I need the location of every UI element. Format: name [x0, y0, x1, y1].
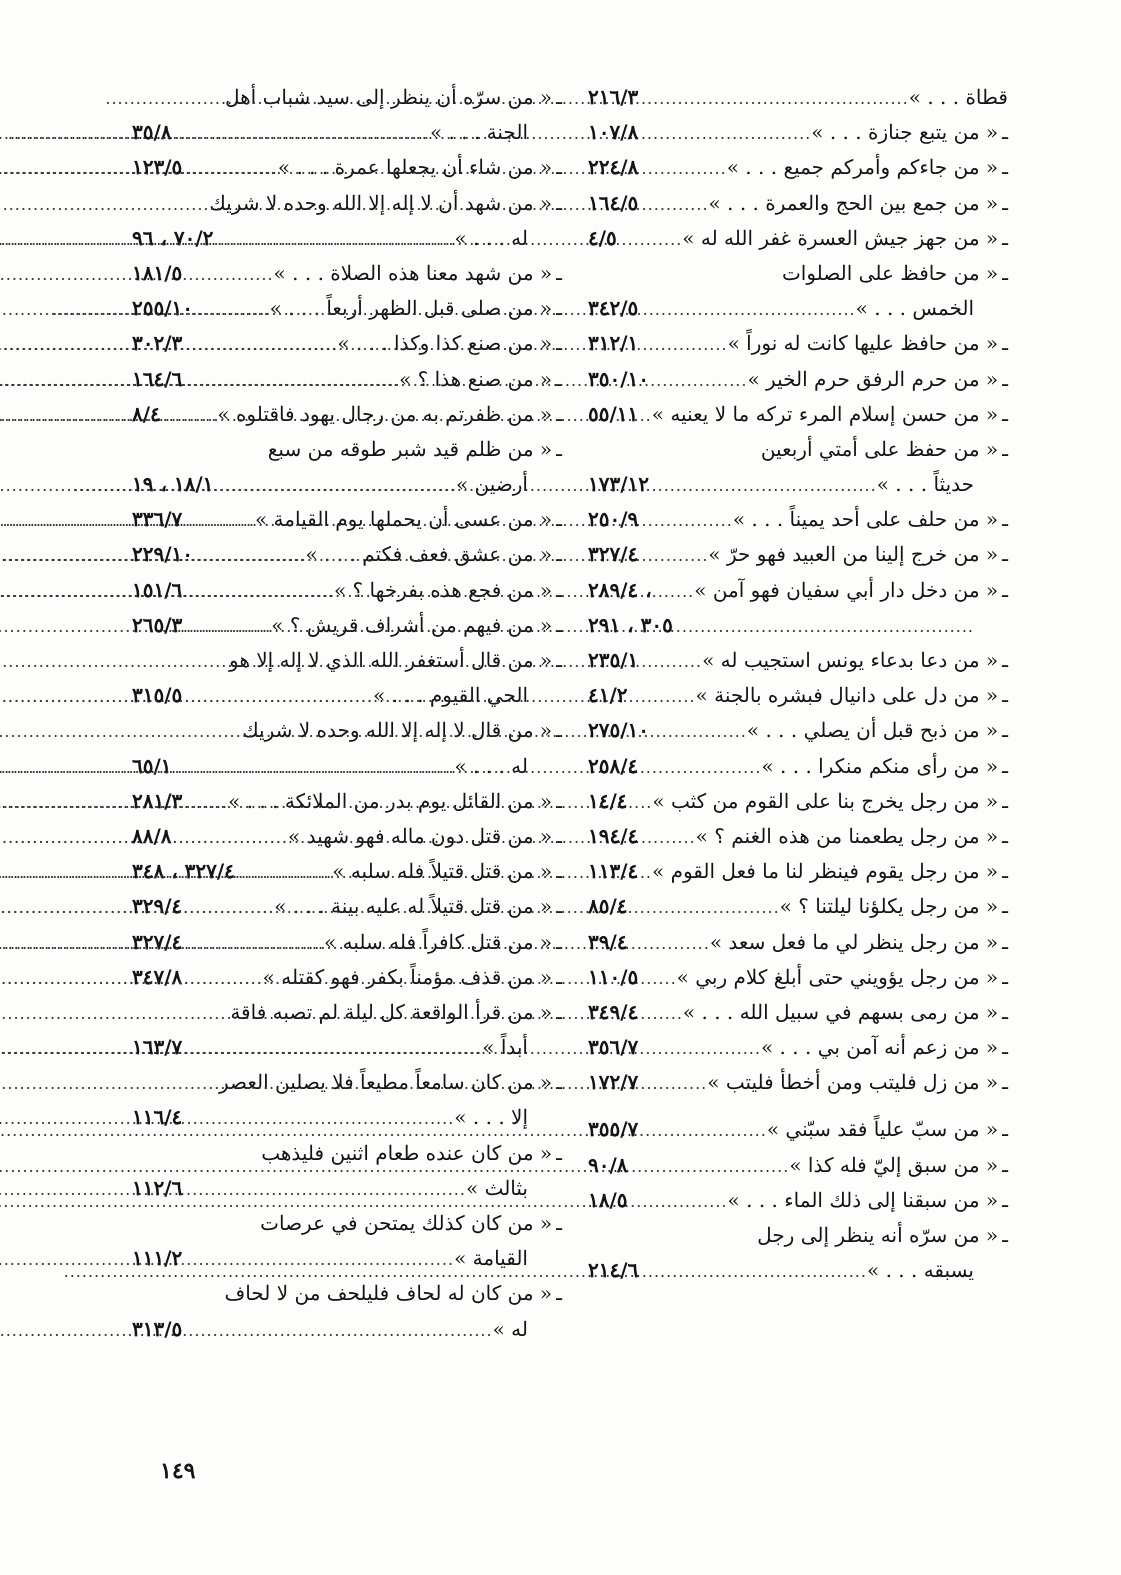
- entry-text: له »: [492, 1316, 528, 1341]
- dot-leader: [186, 257, 273, 292]
- entry-dash: ـ: [556, 999, 562, 1024]
- entry-reference: ٢٨١/٣: [132, 788, 183, 813]
- entry-reference: ١٠٧/٨: [588, 120, 639, 145]
- entry-text: « من رجل يقوم فينظر لنا ما فعل القوم »: [652, 859, 999, 884]
- entry-dash: ـ: [1002, 120, 1008, 145]
- entry-dash: ـ: [1002, 577, 1008, 602]
- entry-text: « من شهد أن لا إله إلا الله وحده لا شريك: [209, 190, 553, 215]
- entry-dash: ـ: [556, 366, 562, 391]
- entry-line: [132, 1206, 562, 1241]
- entry-reference: ٢٥٥/١٠: [132, 296, 194, 321]
- dot-leader: [642, 961, 676, 996]
- entry-dash: ـ: [1002, 225, 1008, 250]
- entry-text: « من كان عنده طعام اثنين فليذهب: [261, 1140, 553, 1165]
- entry-reference: ١٦٤/٥: [588, 190, 639, 215]
- dot-leader: [642, 503, 733, 538]
- entry-text: « من دعا بدعاء يونس استجيب له »: [702, 648, 999, 672]
- entry-line: [588, 573, 1008, 608]
- entry-text: « من خرج إلينا من العبيد فهو حرّ »: [708, 542, 999, 567]
- index-entry: [588, 256, 1008, 326]
- entry-text: له . . . »: [454, 225, 528, 250]
- entry-text: « من كان سامعاً مطيعاً فلا يصلين العصر: [218, 1070, 553, 1095]
- entry-dash: ـ: [556, 823, 562, 848]
- dot-leader: [642, 1254, 867, 1289]
- entry-dash: ـ: [556, 964, 562, 989]
- dot-leader: [632, 785, 653, 820]
- entry-line: [588, 362, 1008, 397]
- entry-text: « من سبّ علياً فقد سبّني »: [766, 1117, 999, 1142]
- entry-text: « من فجع هذه بفرخها ؟ »: [333, 577, 553, 602]
- index-entry: [588, 115, 1008, 150]
- dot-leader: [642, 327, 727, 362]
- index-entry: [588, 925, 1008, 960]
- entry-reference: ٢٥٨/٤: [588, 753, 639, 778]
- entry-text: إلا . . . »: [454, 1105, 528, 1130]
- entry-reference: ٣٢٩/٤: [132, 894, 183, 919]
- entry-text: « من قتل كافراً فله سلبه »: [324, 929, 553, 954]
- dot-leader: [632, 679, 696, 714]
- entry-reference: ٣٥٠/١٠: [588, 366, 650, 391]
- entry-text: « من فيهم من أشراف قريش ؟ »: [271, 612, 553, 637]
- entry-dash: ـ: [556, 296, 562, 321]
- entry-text: « من زعم أنه آمن بي . . . »: [760, 1035, 999, 1060]
- entry-dash: ـ: [1002, 1187, 1008, 1212]
- index-entry: [588, 678, 1008, 713]
- entry-text: أبداً »: [482, 1035, 528, 1060]
- entry-reference: ٣١٣/٥: [132, 1316, 183, 1341]
- index-entry: [588, 537, 1008, 572]
- entry-reference: ٣٥/٨: [132, 120, 172, 145]
- entry-reference: ١٤/٤: [588, 788, 628, 813]
- entry-text: « من عسى أن يحملها يوم القيامة »: [254, 507, 553, 532]
- entry-line: [588, 397, 1008, 432]
- entry-text: « من شاء أن يجعلها عمرة . . . »: [277, 155, 553, 180]
- entry-reference: ٢٣٥/١: [588, 648, 639, 672]
- entry-dash: ـ: [1002, 542, 1008, 567]
- dot-leader: [642, 398, 651, 433]
- entry-line: [132, 432, 562, 467]
- dot-leader: [642, 116, 811, 151]
- entry-reference: ٢٥٠/٩: [588, 507, 639, 532]
- entry-gap: [588, 1100, 1008, 1112]
- entry-reference: ٨/٤: [132, 401, 161, 426]
- dot-leader: [642, 1066, 707, 1101]
- entry-text: « من قال لا إله إلا الله وحده لا شريك: [242, 718, 553, 743]
- entry-line: [588, 256, 1008, 291]
- index-entry: [588, 784, 1008, 819]
- entry-reference: ١١٢/٦: [132, 1175, 183, 1200]
- entry-text: « من رجل يؤويني حتى أبلغ كلام ربي »: [676, 964, 999, 989]
- entry-line: [132, 256, 562, 291]
- dot-leader: [642, 538, 708, 573]
- dot-leader: [642, 81, 908, 116]
- entry-reference: ٢٨٩/٤ ،: [588, 577, 652, 602]
- entry-dash: ـ: [556, 894, 562, 919]
- entry-dash: ـ: [1002, 366, 1008, 391]
- entry-reference: ١٨١/٥: [132, 260, 183, 285]
- index-entry: [588, 749, 1008, 784]
- index-entry: [588, 1218, 1008, 1288]
- entry-text: « من يتبع جنازة . . . »: [811, 120, 999, 145]
- entry-dash: ـ: [556, 612, 562, 637]
- entry-text: « من قتل دون ماله فهو شهيد »: [287, 823, 553, 848]
- entry-line: [588, 678, 1008, 713]
- entry-text: « من قتل قتيلاً فله سلبه »: [332, 859, 553, 884]
- entry-text: « من دل على دانيال فبشره بالجنة »: [695, 683, 999, 708]
- entry-reference: ١٧٣/١٢: [588, 472, 650, 497]
- entry-dash: ـ: [1002, 718, 1008, 743]
- index-entry: [588, 80, 1008, 115]
- entry-dash: ـ: [556, 718, 562, 743]
- entry-dash: ـ: [556, 507, 562, 532]
- dot-leader: [677, 609, 974, 644]
- entry-text: « من رجل يكلؤنا ليلتنا ؟ »: [779, 894, 999, 919]
- entry-reference: ٣٤٧/٨: [132, 964, 183, 989]
- entry-line: [588, 1218, 1008, 1253]
- entry-text: « من قتل قتيلاً له عليه بينة . . . »: [274, 894, 553, 919]
- entry-text: « من جمع بين الحج والعمرة . . . »: [708, 190, 999, 215]
- entry-reference: ٢١٤/٦: [588, 1258, 639, 1283]
- entry-reference: ٨٨/٨: [132, 823, 172, 848]
- entry-reference: ٣١٥/٥: [132, 683, 183, 708]
- dot-leader: [653, 714, 747, 749]
- entry-text: « من القائل يوم بدر من الملائكة . . . »: [228, 788, 553, 813]
- index-entry: [588, 889, 1008, 924]
- dot-leader: [642, 644, 702, 679]
- entry-reference: ١٥١/٦: [132, 577, 183, 602]
- entry-dash: ـ: [1002, 401, 1008, 426]
- entry-text: « من ذبح قبل أن يصلي . . . »: [746, 718, 999, 743]
- entry-reference: ٤١/٢: [588, 683, 628, 708]
- entry-continuation-line: [588, 608, 1008, 643]
- entry-line: [588, 221, 1008, 256]
- entry-text: « من صنع هذا ؟ »: [399, 366, 553, 391]
- entry-text: الجنة . . . »: [429, 120, 528, 145]
- entry-dash: ـ: [556, 155, 562, 180]
- entry-text: « من ظلم قيد شبر طوقه من سبع: [267, 436, 553, 461]
- entry-dash: ـ: [1002, 331, 1008, 356]
- entry-text: « من حافظ على الصلوات: [781, 260, 999, 285]
- right-column: [588, 80, 1008, 1288]
- index-entry: [588, 221, 1008, 256]
- entry-dash: ـ: [556, 1211, 562, 1235]
- entry-line: [588, 537, 1008, 572]
- dot-leader: [642, 292, 855, 327]
- dot-leader: [642, 1031, 761, 1066]
- entry-reference: ١١٠/٥: [588, 964, 639, 989]
- entry-dash: ـ: [556, 331, 562, 356]
- entry-text: بثالث »: [465, 1175, 528, 1200]
- entry-reference: ٣٤٢/٥: [588, 296, 639, 321]
- index-entry: [588, 502, 1008, 537]
- entry-line: [588, 1148, 1008, 1183]
- entry-line: [588, 1112, 1008, 1147]
- entry-dash: ـ: [556, 1281, 562, 1306]
- entry-text: « من رجل يطعمنا من هذه الغنم ؟ »: [695, 823, 999, 848]
- entry-reference: ١٨/٥: [588, 1187, 628, 1212]
- entry-line: [588, 995, 1008, 1030]
- index-entry: [588, 432, 1008, 502]
- entry-reference: ١٨/١ ، ١٩: [132, 472, 214, 497]
- entry-line: [588, 925, 1008, 960]
- entry-reference: ٩٠/٨: [588, 1152, 628, 1177]
- entry-text: « من زل فليتب ومن أخطأ فليتب »: [707, 1070, 999, 1095]
- entry-line: [588, 1065, 1008, 1100]
- entry-text: « من قال أستغفر الله الذي لا إله إلا هو: [228, 648, 553, 672]
- entry-line: [588, 80, 1008, 115]
- entry-dash: ـ: [1002, 507, 1008, 532]
- entry-line: [588, 643, 1008, 678]
- index-entry: [588, 1148, 1008, 1183]
- dot-leader: [642, 820, 695, 855]
- entry-text: « من حفظ على أمتي أربعين: [760, 436, 999, 461]
- entry-text: قطاة . . . »: [908, 85, 1008, 109]
- entry-text: « من سرّه أن ينظر إلى سيد شباب أهل: [224, 85, 553, 109]
- entry-dash: ـ: [1002, 436, 1008, 461]
- index-entry: [588, 1065, 1008, 1100]
- entry-line: [588, 784, 1008, 819]
- dot-leader: [632, 1184, 728, 1219]
- entry-reference: ٣١٢/١: [588, 331, 639, 356]
- entry-line: [588, 186, 1008, 221]
- entry-dash: ـ: [556, 1070, 562, 1095]
- entry-text: « من كان له لحاف فليلحف من لا لحاف: [224, 1281, 553, 1306]
- index-entry: [588, 819, 1008, 854]
- entry-line: [588, 749, 1008, 784]
- entry-line: [588, 1183, 1008, 1218]
- entry-dash: ـ: [1002, 964, 1008, 989]
- entry-text: يسبقه . . . »: [866, 1258, 974, 1283]
- entry-reference: ٧٠/٢ ، ٩٦: [132, 225, 214, 250]
- entry-reference: ٣٤٩/٤: [588, 999, 639, 1024]
- entry-text: « من كان كذلك يمتحن في عرصات: [260, 1211, 553, 1235]
- index-entry: [588, 1112, 1008, 1147]
- index-entry: [588, 186, 1008, 221]
- entry-dash: ـ: [1002, 894, 1008, 919]
- entry-dash: ـ: [1002, 1117, 1008, 1142]
- entry-text: أرضين »: [455, 472, 528, 497]
- page-number: ١٤٩: [160, 1458, 196, 1484]
- entry-text: « من سبقنا إلى ذلك الماء . . . »: [727, 1187, 999, 1212]
- entry-reference: ٢٢٩/١٠: [132, 542, 194, 567]
- entry-reference: ٨٥/٤: [588, 894, 628, 919]
- dot-leader: [656, 574, 695, 609]
- entry-dash: ـ: [556, 260, 562, 285]
- entry-line: [588, 854, 1008, 889]
- entry-text: « من قذف مؤمناً بكفر فهو كقتله »: [262, 964, 553, 989]
- entry-line: [588, 150, 1008, 185]
- index-entry: [588, 1030, 1008, 1065]
- entry-text: القيامة »: [454, 1246, 528, 1271]
- dot-leader: [642, 855, 652, 890]
- entry-dash: ـ: [556, 436, 562, 461]
- entry-line: [588, 960, 1008, 995]
- entry-continuation-line: [588, 291, 1008, 326]
- index-entry: [588, 1183, 1008, 1218]
- entry-reference: ٣٢٧/٤: [588, 542, 639, 567]
- entry-text: « من سرّه أنه ينظر إلى رجل: [757, 1223, 999, 1247]
- entry-dash: ـ: [1002, 260, 1008, 285]
- entry-dash: ـ: [1002, 753, 1008, 778]
- entry-reference: ٣٢٧/٤ ، ٣٤٨: [132, 859, 235, 884]
- index-entry: [588, 713, 1008, 748]
- entry-dash: ـ: [1002, 1223, 1008, 1247]
- entry-dash: ـ: [556, 929, 562, 954]
- entry-continuation-line: [588, 1253, 1008, 1288]
- entry-dash: ـ: [1002, 648, 1008, 672]
- entry-reference: ٤/٥: [588, 225, 617, 250]
- dot-leader: [632, 926, 710, 961]
- entry-reference: ٢٧٥/١٠: [588, 718, 650, 743]
- index-entry: [588, 573, 1008, 643]
- entry-reference: ١٩٤/٤: [588, 823, 639, 848]
- entry-reference: ١٢٣/٥: [132, 155, 183, 180]
- entry-line: [588, 819, 1008, 854]
- dot-leader: [642, 750, 761, 785]
- entry-text: « من صنع كذا وكذا . . . »: [337, 331, 553, 356]
- entry-line: [588, 326, 1008, 361]
- entry-reference: ١١١/٢: [132, 1246, 183, 1271]
- entry-line: [588, 889, 1008, 924]
- entry-dash: ـ: [556, 788, 562, 813]
- entry-dash: ـ: [1002, 929, 1008, 954]
- entry-text: « من حافظ عليها كانت له نوراً »: [727, 331, 999, 356]
- entry-reference: ٢٦٥/٣: [132, 612, 183, 637]
- entry-reference: ٢٢٤/٨: [588, 155, 639, 180]
- entry-text: « من ظفرتم به من رجال يهود فاقتلوه »: [217, 401, 553, 426]
- entry-dash: ـ: [556, 577, 562, 602]
- entry-text: « من حرم الرفق حرم الخير »: [747, 366, 999, 391]
- entry-dash: ـ: [1002, 1070, 1008, 1095]
- index-entry: [588, 326, 1008, 361]
- entry-dash: ـ: [556, 85, 562, 109]
- dot-leader: [632, 890, 780, 925]
- entry-reference: ٣٣٦/٧: [132, 507, 183, 532]
- entry-reference: ١٧٢/٧: [588, 1070, 639, 1095]
- entry-text: له . . . »: [454, 753, 528, 778]
- entry-reference: ٣٥٥/٧: [588, 1117, 639, 1142]
- entry-reference: ١١٦/٤: [132, 1105, 183, 1130]
- entry-reference: ٣٩/٤: [588, 929, 628, 954]
- entry-text: « من جهز جيش العسرة غفر الله له »: [682, 225, 999, 250]
- dot-leader: [642, 151, 726, 186]
- entry-line: [588, 115, 1008, 150]
- entry-text: « من رمى بسهم في سبيل الله . . . »: [682, 999, 999, 1024]
- entry-dash: ـ: [1002, 190, 1008, 215]
- entry-continuation-line: [588, 467, 1008, 502]
- entry-dash: ـ: [1002, 788, 1008, 813]
- entry-dash: ـ: [1002, 1152, 1008, 1177]
- entry-text: « من رأى منكم منكرا . . . »: [761, 753, 999, 778]
- entry-reference: ٣٢٧/٤: [132, 929, 183, 954]
- entry-text: « من دخل دار أبي سفيان فهو آمن »: [694, 577, 999, 602]
- entry-text: « من رجل ينظر لي ما فعل سعد »: [709, 929, 999, 954]
- entry-text: « من جاءكم وأمركم جميع . . . »: [726, 155, 999, 180]
- entry-text: « من شهد معنا هذه الصلاة . . . »: [273, 260, 553, 285]
- entry-text: « من حلف على أحد يميناً . . . »: [732, 507, 999, 532]
- entry-text: « من رجل يخرج بنا على القوم من كثب »: [652, 788, 999, 813]
- dot-leader: [642, 187, 708, 222]
- dot-leader: [642, 996, 683, 1031]
- entry-reference: ١٦٣/٧: [132, 1035, 183, 1060]
- entry-dash: ـ: [556, 859, 562, 884]
- entry-reference: ٥٥/١١: [588, 401, 639, 426]
- entry-dash: ـ: [1002, 1035, 1008, 1060]
- index-entry: [588, 362, 1008, 397]
- index-entry: [588, 995, 1008, 1030]
- entry-line: [588, 502, 1008, 537]
- index-entry: [588, 960, 1008, 995]
- entry-dash: ـ: [1002, 155, 1008, 180]
- index-entry: [588, 150, 1008, 185]
- index-entry: [132, 256, 562, 291]
- entry-reference: ١٦٤/٦: [132, 366, 183, 391]
- entry-text: « من سبق إليّ فله كذا »: [789, 1152, 999, 1177]
- dot-leader: [642, 1113, 767, 1148]
- entry-dash: ـ: [556, 648, 562, 672]
- index-entry: [588, 397, 1008, 432]
- entry-text: الحي القيوم . . . »: [373, 683, 528, 708]
- entry-reference: ٣٥٦/٧: [588, 1035, 639, 1060]
- entry-reference: ٢١٦/٣: [588, 85, 639, 109]
- entry-dash: ـ: [1002, 823, 1008, 848]
- entry-line: [588, 432, 1008, 467]
- dot-leader: [621, 222, 682, 257]
- entry-dash: ـ: [556, 190, 562, 215]
- entry-line: [588, 1030, 1008, 1065]
- entry-dash: ـ: [556, 1140, 562, 1165]
- entry-text: الخمس . . . »: [855, 296, 974, 321]
- dot-leader: [653, 468, 877, 503]
- entry-dash: ـ: [556, 401, 562, 426]
- entry-text: حديثاً . . . »: [876, 472, 974, 497]
- entry-text: « من عشق فعف فكتم . . . »: [305, 542, 553, 567]
- entry-continuation-line: [132, 1312, 562, 1347]
- dot-leader: [632, 1149, 790, 1184]
- dot-leader: [653, 363, 747, 398]
- entry-text: « من حسن إسلام المرء تركه ما لا يعنيه »: [651, 401, 999, 426]
- entry-dash: ـ: [1002, 859, 1008, 884]
- entry-dash: ـ: [1002, 999, 1008, 1024]
- entry-dash: ـ: [556, 542, 562, 567]
- entry-reference: ٦٥/١: [132, 753, 172, 778]
- entry-text: « من صلى قبل الظهر أربعاً . . . »: [269, 296, 553, 321]
- dot-leader: [186, 1313, 492, 1348]
- entry-reference: ٣٠٢/٣: [132, 331, 183, 356]
- entry-dash: ـ: [1002, 683, 1008, 708]
- index-entry: [588, 854, 1008, 889]
- entry-line: [588, 713, 1008, 748]
- entry-reference: ١١٣/٤: [588, 859, 639, 884]
- entry-reference: ٣٠٥ ، ٢٩١: [588, 612, 673, 637]
- entry-text: « من قرأ الواقعة كل ليلة لم تصبه فاقة: [230, 999, 553, 1024]
- index-entry: [588, 643, 1008, 678]
